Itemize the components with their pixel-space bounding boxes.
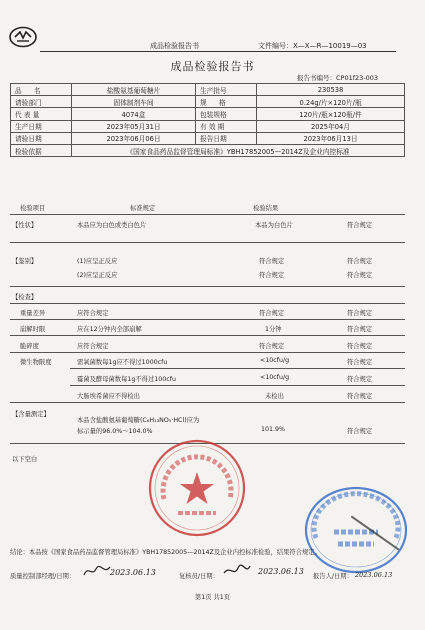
ident-1-standard: (1)应呈正反应 xyxy=(77,258,118,265)
spec-value: 0.24g/片×120片/瓶 xyxy=(257,96,405,108)
conclusion-text: 结论：本品按《国家食品药品监督管理局标准》YBH17852005—2014Z及企业内控标准检验，结果符合规定。 xyxy=(10,549,321,556)
blank-below-note: 以下空白 xyxy=(12,456,38,463)
disintegration-standard: 应在12分钟内全部崩解 xyxy=(77,326,142,333)
section-identification: 【鉴别】 xyxy=(12,258,38,265)
ident-1-verdict: 符合规定 xyxy=(347,258,373,265)
micro-1-result: <10cfu/g xyxy=(260,357,290,364)
company-logo-icon xyxy=(9,26,37,48)
col-header-item: 检验项目 xyxy=(20,205,46,212)
friability-result: 符合规定 xyxy=(259,343,285,350)
product-name-value: 盐酸氨基葡萄糖片 xyxy=(72,84,196,96)
assay-verdict: 符合规定 xyxy=(347,428,373,435)
microbial-item: 微生物限度 xyxy=(20,359,52,366)
dept-value: 固体制剂车间 xyxy=(72,96,196,108)
section-appearance: 【性状】 xyxy=(12,222,38,229)
divider xyxy=(70,385,405,386)
mfg-date-label: 生产日期 xyxy=(11,120,72,132)
ident-2-standard: (2)应呈正反应 xyxy=(77,272,118,279)
divider xyxy=(70,368,405,369)
pack-label: 包装规格 xyxy=(196,108,257,120)
request-date-value: 2023年06月06日 xyxy=(72,132,196,144)
product-name-label: 品 名 xyxy=(11,84,72,96)
header-divider xyxy=(40,51,396,52)
spec-label: 规 格 xyxy=(196,96,257,108)
friability-item: 脆碎度 xyxy=(20,343,39,350)
divider xyxy=(10,214,405,215)
col-header-standard: 标准规定 xyxy=(130,205,156,212)
page-title: 成品检验报告书 xyxy=(170,60,255,73)
micro-3-verdict: 符合规定 xyxy=(347,393,373,400)
qc-manager-handwritten-date: 2023.06.13 xyxy=(110,568,156,577)
expiry-label: 有 效 期 xyxy=(196,120,257,132)
divider xyxy=(10,242,405,243)
qc-manager-signature-label: 质量控制部经理/日期： xyxy=(10,573,76,580)
reviewer-signature xyxy=(222,563,252,579)
friability-standard: 应符合规定 xyxy=(77,343,109,350)
reporter-signature-label: 报告人/日期： xyxy=(313,573,353,580)
document-number: 文件编号：X—X—R—10019—03 xyxy=(258,42,367,50)
micro-2-verdict: 符合规定 xyxy=(347,376,373,383)
micro-3-standard: 大肠埃希菌应不得检出 xyxy=(77,393,140,400)
ident-1-result: 符合规定 xyxy=(259,258,285,265)
divider xyxy=(10,335,405,336)
micro-2-standard: 霉菌及酵母菌数每1g不得过100cfu xyxy=(77,376,176,383)
reporter-handwritten-date: 2023.06.13 xyxy=(355,571,393,579)
reviewer-handwritten-date: 2023.06.13 xyxy=(258,567,304,576)
page-number: 第1页 共1页 xyxy=(194,594,231,601)
disintegration-verdict: 符合规定 xyxy=(347,326,373,333)
assay-standard-line2: 标示量的96.0%～104.0% xyxy=(77,428,153,435)
divider xyxy=(10,352,405,353)
weight-standard: 应符合规定 xyxy=(77,310,109,317)
expiry-value: 2025年04月 xyxy=(257,120,405,132)
pack-value: 120片/瓶×120瓶/件 xyxy=(257,108,405,120)
divider xyxy=(10,303,405,304)
report-date-value: 2023年06月13日 xyxy=(257,132,405,144)
weight-item: 重量差异 xyxy=(20,310,46,317)
appearance-result: 本品为白色片 xyxy=(255,222,293,229)
report-date-label: 报告日期 xyxy=(196,132,257,144)
mfg-date-value: 2023年05月31日 xyxy=(72,120,196,132)
basis-label: 检验依据 xyxy=(11,144,72,156)
appearance-verdict: 符合规定 xyxy=(347,222,373,229)
section-assay: 【含量测定】 xyxy=(12,411,50,418)
micro-1-verdict: 符合规定 xyxy=(347,359,373,366)
report-number: 报告书编号：CP01f23-003 xyxy=(297,74,379,82)
weight-result: 符合规定 xyxy=(259,310,285,317)
assay-standard-line1: 本品含盐酸氨基葡萄糖(C₆H₁₃NO₅·HCl)应为 xyxy=(77,417,200,424)
micro-1-standard: 需氧菌数每1g应不得过1000cfu xyxy=(77,359,168,366)
ident-2-verdict: 符合规定 xyxy=(347,272,373,279)
col-header-result: 检验结果 xyxy=(253,205,279,212)
micro-3-result: 未检出 xyxy=(265,393,284,400)
dept-label: 请验部门 xyxy=(11,96,72,108)
quality-stamp-right xyxy=(300,480,412,580)
disintegration-result: 1分钟 xyxy=(265,326,282,333)
product-info-table xyxy=(10,83,405,157)
divider xyxy=(10,286,405,287)
appearance-standard: 本品应为白色或类白色片 xyxy=(77,222,147,229)
qty-value: 4074盒 xyxy=(72,108,196,120)
section-tests: 【检查】 xyxy=(12,294,38,301)
basis-value: 《国家食品药品监督管理局标准》YBH17852005—2014Z及企业内控标准 xyxy=(72,144,405,156)
header-title: 成品检验报告书 xyxy=(150,42,199,50)
qc-manager-signature xyxy=(82,563,112,579)
weight-verdict: 符合规定 xyxy=(347,310,373,317)
ident-2-result: 符合规定 xyxy=(259,272,285,279)
micro-2-result: <10cfu/g xyxy=(260,374,290,381)
assay-result: 101.9% xyxy=(261,426,286,433)
request-date-label: 请验日期 xyxy=(11,132,72,144)
batch-label: 生产批号 xyxy=(196,84,257,96)
divider xyxy=(10,402,405,403)
friability-verdict: 符合规定 xyxy=(347,343,373,350)
batch-value: 230538 xyxy=(257,84,405,96)
disintegration-item: 崩解时限 xyxy=(20,326,46,333)
reviewer-signature-label: 复核员/日期： xyxy=(179,573,219,580)
qty-label: 代 表 量 xyxy=(11,108,72,120)
quality-stamp-left xyxy=(146,437,248,539)
divider xyxy=(10,319,405,320)
